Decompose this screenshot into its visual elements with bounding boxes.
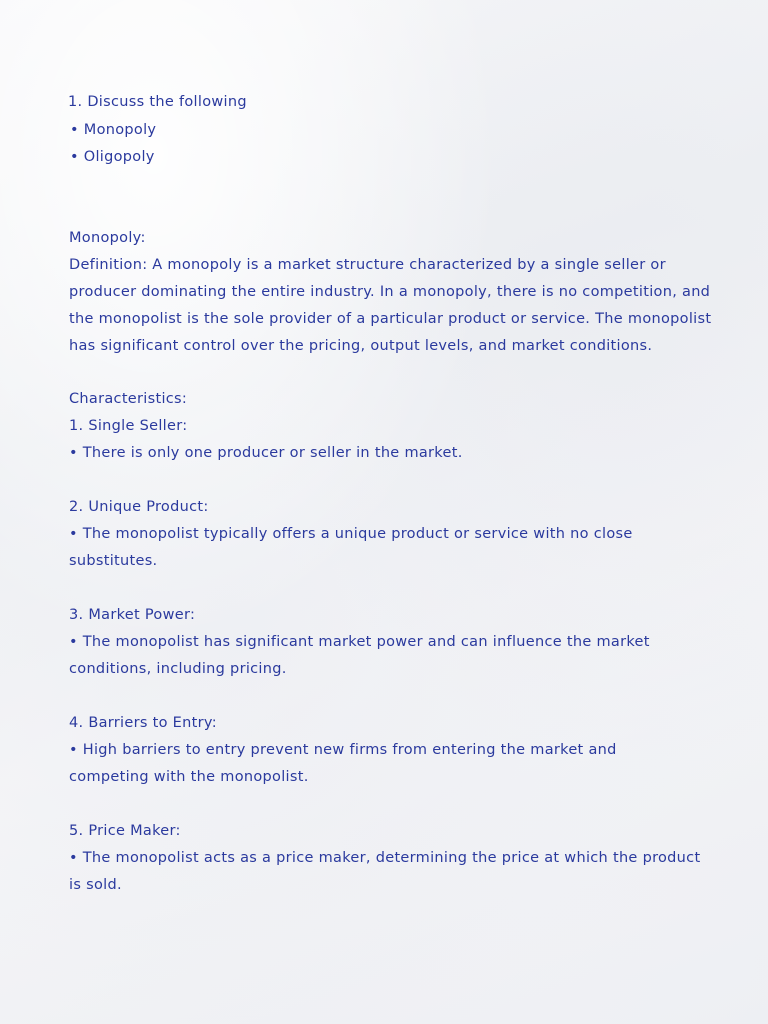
characteristic-text: • High barriers to entry prevent new firms from entering the market and: [69, 742, 617, 758]
characteristic-text: • The monopolist acts as a price maker, determining the price at which the product: [69, 850, 701, 866]
characteristics-title: Characteristics:: [69, 391, 188, 407]
characteristic-heading: 5. Price Maker:: [69, 823, 181, 839]
characteristic-heading: 4. Barriers to Entry:: [69, 715, 217, 731]
characteristic-heading: 3. Market Power:: [69, 607, 196, 623]
definition-line: producer dominating the entire industry. In a monopoly, there is no competition, and: [69, 284, 711, 300]
characteristic-text: is sold.: [69, 877, 122, 893]
characteristic-text: conditions, including pricing.: [69, 661, 287, 677]
definition-line: the monopolist is the sole provider of a particular product or service. The monopolist: [69, 311, 712, 327]
characteristic-text: substitutes.: [69, 553, 158, 569]
definition-line: has significant control over the pricing, output levels, and market conditions.: [69, 338, 653, 354]
characteristic-text: • There is only one producer or seller in the market.: [69, 445, 463, 461]
characteristic-heading: 1. Single Seller:: [69, 418, 188, 434]
definition-line: Definition: A monopoly is a market structure characterized by a single seller or: [69, 257, 666, 273]
question-heading: 1. Discuss the following: [68, 94, 247, 110]
question-item-oligopoly: • Oligopoly: [70, 149, 155, 165]
characteristic-heading: 2. Unique Product:: [69, 499, 209, 515]
characteristic-text: • The monopolist typically offers a unique product or service with no close: [69, 526, 633, 542]
characteristic-text: • The monopolist has significant market power and can influence the market: [69, 634, 650, 650]
question-item-monopoly: • Monopoly: [70, 122, 157, 138]
characteristic-text: competing with the monopolist.: [69, 769, 309, 785]
monopoly-title: Monopoly:: [69, 230, 146, 246]
